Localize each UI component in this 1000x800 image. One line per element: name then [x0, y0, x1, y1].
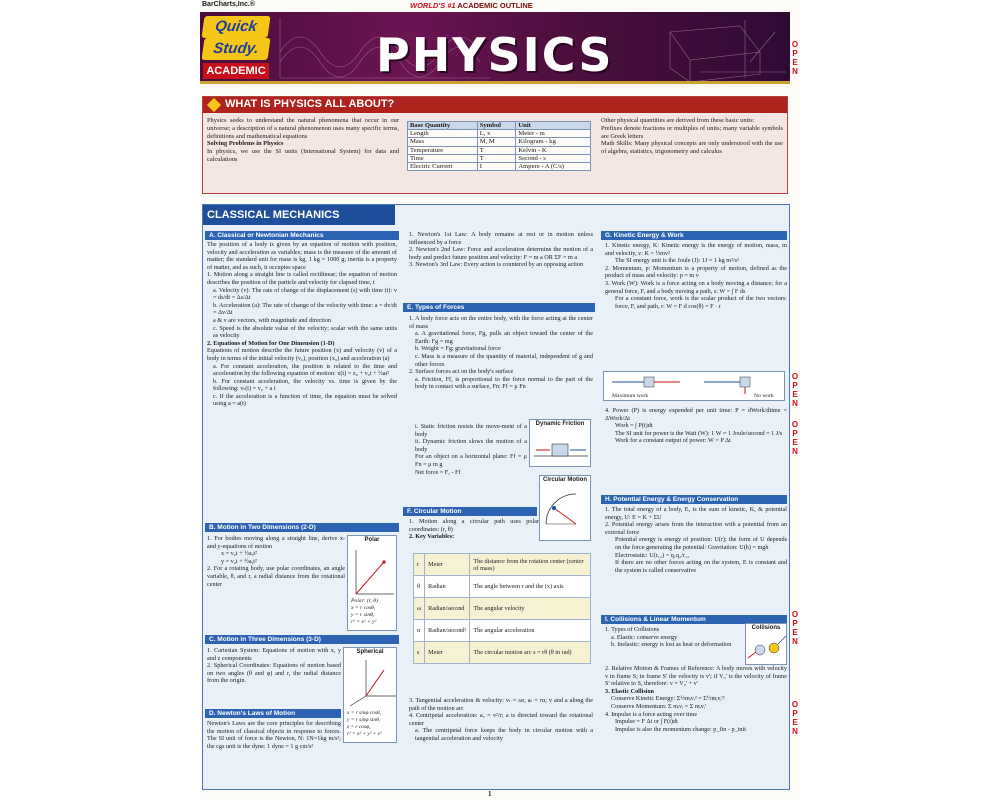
- solving-title: Solving Problems in Physics: [207, 140, 284, 148]
- polar-axes-graphic: [348, 544, 398, 600]
- tagline: [410, 1, 533, 10]
- open-label-5: O P E N: [791, 700, 799, 736]
- page-number: 1: [488, 790, 492, 798]
- col1-block-d: Newton's Laws are the core principles for describing the motion of classical objects in response to forces. The SI unit of force is the Newton, N: 1N=1kg m/s²; the cgs unit is the dyne: 1 dyne = 1 g cm/s²: [207, 720, 341, 750]
- newtons-laws-text: 1. Newton's 1st Law: A body remains at rest or in motion unless influenced by a force 2. Newton's 2nd Law: Force and acceleration determine the motion of a body and predict future position and velocity: F = m a OR ΣF = m a 3. Newton's 3rd Law: Every action is countered by an opposing action: [409, 231, 593, 269]
- subhead-c: C. Motion in Three Dimensions (3-D): [205, 635, 399, 644]
- logo-quick: Quick: [201, 16, 270, 38]
- what-intro: Physics seeks to understand the natural phenomena that occur in our universe; a description of a natural phenomenon uses many specific terms, definitions and mathematical equations: [207, 117, 399, 140]
- table-row: Temperature T Kelvin - K: [408, 146, 591, 154]
- logo-academic: ACADEMIC: [203, 63, 269, 79]
- col2-block-f3: 3. Tangential acceleration & velocity: vₜ = ωr, aₜ = rα; v and a along the path of the motion arc 4. Centripetal acceleration: a꜀ = v²/r; a is directed toward the rotational center a. The centripetal force keeps the body in circular motion with a tangential acceleration and velocity: [409, 697, 593, 742]
- tagline-emphasis: WORLD'S #1: [410, 1, 456, 10]
- what-left-column: [207, 117, 399, 164]
- collision-graphic: [746, 632, 788, 666]
- table-row: Length L, x Meter - m: [408, 130, 591, 138]
- table-header: Symbol: [477, 122, 516, 130]
- spherical-figure: Spherical x = r sinφ cosθ, y = r sinφ sinθ, z = r cosφ, r² = x² + y² + z²: [343, 647, 397, 743]
- open-label-2: O P E N: [791, 372, 799, 408]
- col3-block-i2: 2. Relative Motion & Frames of Reference: A body moves with velocity v in frame S; in frame S' the velocity is v'; if V₀' is the velocity of frame S' relative to S, therefore: v = V₀' + v' 3. Elastic Collision Conserve Kinetic Energy: Σ½mᵢvᵢ² = Σ½mᵢvᵢ'² Conserve Momentum: Σ mᵢvᵢ = Σ mᵢvᵢ' 4. Impulse is a force acting over time Impulse = F Δt or ∫ F(t)dt Impulse is also the momentum change: p_fin - p_init: [605, 665, 787, 733]
- logo-study: Study.: [201, 38, 270, 60]
- open-label-1: O P E N: [791, 40, 799, 76]
- spherical-axes-graphic: [344, 656, 398, 708]
- circular-path-graphic: [540, 484, 592, 542]
- col1-block-b: 1. For bodies moving along a straight line, derive x- and y-equations of motion x = v₀t + ½aₓt² y = v₀t + ½aᵧt² 2. For a rotating body, use polar coordinates, an angle variable, θ, and r, a radial distance from the rotational center: [207, 535, 345, 588]
- table-row: Time T Second - s: [408, 154, 591, 162]
- col3-block-i1: 1. Types of Collisions a. Elastic: conserve energy b. Inelastic: energy is lost as heat or deformation: [605, 626, 732, 649]
- what-is-physics-section: [202, 96, 788, 194]
- prefixes-text: Prefixes denote fractions or multiples of units; many variable symbols are Greek letters: [601, 124, 783, 140]
- table-header: Unit: [516, 122, 591, 130]
- work-vectors-graphic: [604, 372, 786, 394]
- table-row: s Meter The circular motion arc s = rθ (θ in rad): [414, 642, 591, 664]
- subhead-f: F. Circular Motion: [403, 507, 537, 516]
- dynamic-friction-figure: Dynamic Friction: [529, 419, 591, 467]
- what-heading: WHAT IS PHYSICS ALL ABOUT?: [225, 98, 395, 110]
- subhead-b: B. Motion in Two Dimensions (2-D): [205, 523, 399, 532]
- table-row: α Radian/second² The angular acceleration: [414, 620, 591, 642]
- table-row: ω Radian/second The angular velocity: [414, 598, 591, 620]
- publisher-brand: BarCharts,Inc.®: [202, 1, 256, 8]
- col2-block-e2: i. Static friction resists the move-ment of a body ii. Dynamic friction slows the motion of a body For an object on a horizontal plane: Ff = μ Fn = μ m g Net force = Fₐ - Ff: [415, 423, 527, 476]
- diamond-bullet-icon: [207, 98, 221, 112]
- open-label-4: O P E N: [791, 610, 799, 646]
- subhead-g: G. Kinetic Energy & Work: [601, 231, 787, 240]
- circular-variables-table: [413, 553, 591, 664]
- open-side-tab[interactable]: [790, 0, 800, 800]
- table-header: Base Quantity: [408, 122, 478, 130]
- top-bar: [200, 0, 790, 12]
- subhead-h: H. Potential Energy & Energy Conservation: [601, 495, 787, 504]
- work-vectors-figure: [603, 371, 785, 401]
- parallelepiped-graphic: [670, 26, 760, 60]
- what-right-column: [601, 117, 783, 156]
- no-work-caption: No work: [754, 393, 774, 399]
- col3-block-h: 1. The total energy of a body, E, is the sum of kinetic, K, & potential energy, U: E = K + ΣU 2. Potential energy arises from the interaction with a potential from an external force Potential energy is energy of position: U(r); the form of U depends on the force generating the potential: Gravitation: U(h) = mgh Electrostatic: U(r₁₂) = q₁q₂/r₁₂ If there are no other forces acting on the system, E is constant and the system is called conservative: [605, 506, 787, 574]
- col1-block-a: The position of a body is given by an equation of motion with position, velocity and acceleration as variables; mass is the measure of the amount of matter; the standard unit for mass is kg, 1 kg = 1000 g; inertia is a property of matter, and as such, it occupies space 1. Motion along a straight line is called rectilinear; the equation of motion describes the position of the particle and velocity for clapsed time, t a. Velocity (v): The rate of change of the displacement (s) with time (t): v = ds/dt = Δs/Δt b. Acceleration (a): The rate of change of the velocity with time: a = dv/dt = Δv/Δt a & v are vectors, with magnitude and direction c. Speed is the absolute value of the velocity; scalar with the same units as velocity 2. Equations of Motion for One Dimension (1-D) Equations of motion describe the future position (x) and velocity (v) of a body in terms of the initial velocity (v₀), position (x₀) and acceleration (a) a. For constant acceleration, the position is related to the time and acceleration by the following equation of motion: x(t) = x₀ + v₀t + ½at² b. For constant acceleration, the velocity vs. time is given by the following: vₜ(t) = v₀ + a t c. If the acceleration is a function of time, the equation must be solved using a = a(t): [207, 241, 397, 408]
- max-work-caption: Maximum work: [612, 393, 649, 399]
- table-row: r Meter The distance from the rotation center (center of mass): [414, 554, 591, 576]
- cm-heading-bar: [203, 205, 395, 225]
- col2-block-e1: 1. A body force acts on the entire body, with the force acting at the center of mass a. A gravitational force, Fg, pulls an object toward the center of the Earth: Fg = mg b. Weight = Fg; gravitational force c. Mass is a measure of the quantity of material, independent of g and other forces 2. Surface forces act on the body's surface a. Friction, Ff, is proportional to the force normal to the part of the body in contact with a surface, Fn: Ff = μ Fn: [409, 315, 593, 391]
- quick-study-logo: [203, 16, 269, 80]
- page-title: PHYSICS: [376, 28, 614, 82]
- col3-block-g: 1. Kinetic energy, K: Kinetic energy is the energy of motion, mass, m and velocity, v: K = ½mv² The SI energy unit is the Joule (J): 1J = 1 kg m²/s² 2. Momentum, p: Momentum is a property of motion, defined as the product of mass and velocity: p = m v 3. Work (W): Work is a force acting on a body moving a distance; for a general force, F, and a body moving a path, s: W = ∫ F ds For a constant force, work is the scalar product of the two vectors: force, F, and path, r: W = F d cos(θ) = F · r: [605, 242, 787, 310]
- open-label-3: O P E N: [791, 420, 799, 456]
- table-row: θ Radian The angle between r and the (x) axis: [414, 576, 591, 598]
- title-banner: [200, 12, 790, 84]
- subhead-i: I. Collisions & Linear Momentum: [601, 615, 787, 624]
- cm-heading: CLASSICAL MECHANICS: [207, 209, 340, 221]
- solving-text: In physics, we use the SI units (International System) for data and calculations: [207, 148, 399, 163]
- table-row: Electric Current I Ampere - A (C/s): [408, 162, 591, 170]
- subhead-e: E. Types of Forces: [403, 303, 595, 312]
- what-heading-bar: [203, 97, 787, 113]
- polar-figure: Polar Polar: (r, θ) x = r cosθ, y = r sinθ, r² = x² + y²: [347, 535, 397, 631]
- base-quantity-table: [407, 121, 591, 171]
- subhead-a: A. Classical or Newtonian Mechanics: [205, 231, 399, 240]
- tagline-text: ACADEMIC OUTLINE: [457, 1, 533, 10]
- circular-motion-figure: Circular Motion: [539, 475, 591, 541]
- collisions-figure: Collisions: [745, 623, 787, 665]
- friction-block-graphic: [530, 428, 592, 468]
- col1-block-c: 1. Cartesian System: Equations of motion with x, y and z components 2. Spherical Coordinates: Equations of motion based on two angles (θ and φ) and r, the radial distance from the origin.: [207, 647, 341, 685]
- table-row: Mass M, M Kilogram - kg: [408, 138, 591, 146]
- subhead-d: D. Newton's Laws of Motion: [205, 709, 341, 718]
- col2-block-f1: 1. Motion along a circular path uses polar coordinates: (r, θ) 2. Key Variables:: [409, 518, 539, 541]
- derived-units-text: Other physical quantities are derived from these basic units:: [601, 117, 755, 124]
- classical-mechanics-section: [202, 204, 790, 790]
- col3-block-g4: 4. Power (P) is energy expended per unit time: P = dWork/dtime = ΔWork/Δt Work = ∫ P(t)dt The SI unit for power is the Watt (W): 1 W = 1 Joule/second = 1 J/s Work for a constant output of power: W = P Δt: [605, 407, 787, 445]
- chart-sheet: [200, 0, 800, 800]
- math-skills-text: Math Skills: Many physical concepts are only understood with the use of algebra, statistics, trigonometry and calculus: [601, 140, 783, 156]
